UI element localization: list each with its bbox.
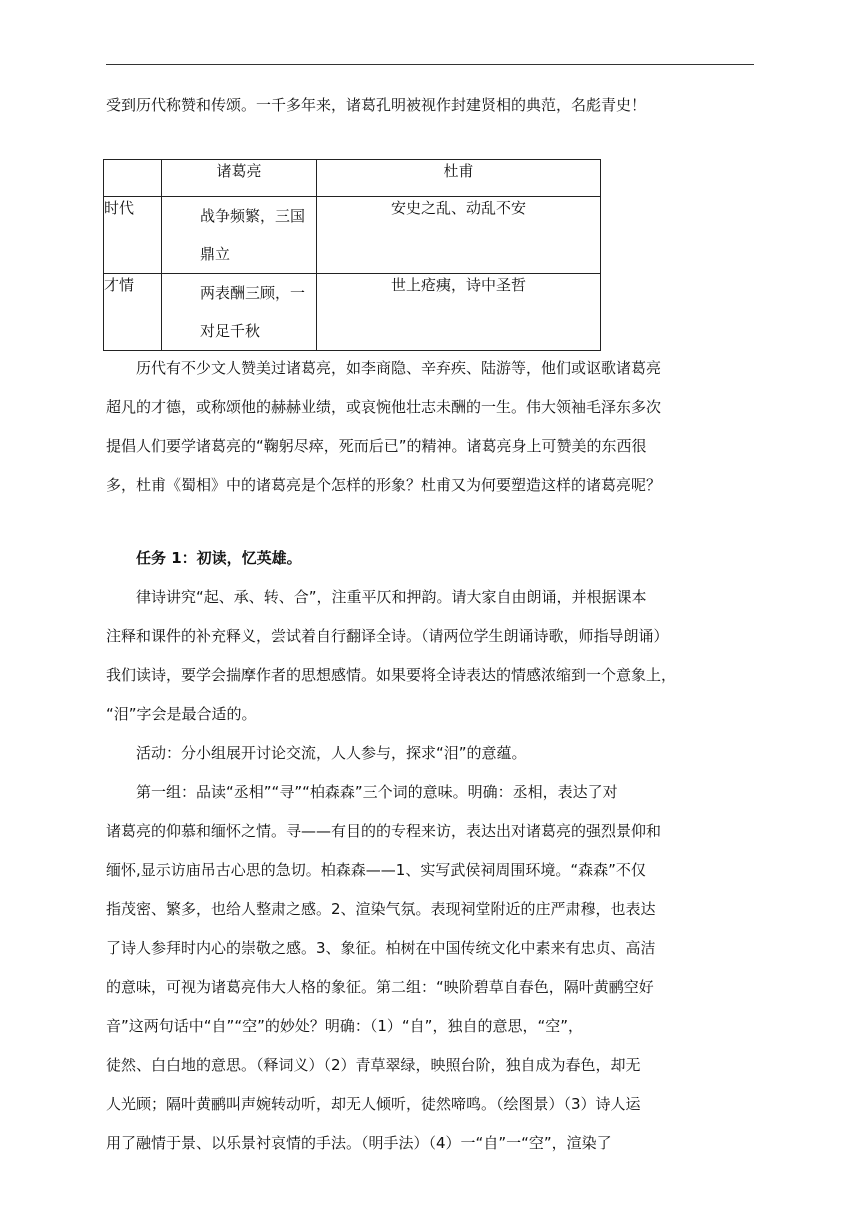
paragraph-line: 了诗人参拜时内心的崇敬之感。3、象征。柏树在中国传统文化中素来有忠贞、高洁 bbox=[106, 939, 656, 957]
paragraph-line: 注释和课件的补充释义，尝试着自行翻译全诗。（请两位学生朗诵诗歌，师指导朗诵） bbox=[106, 627, 669, 645]
paragraph-line: 活动：分小组展开讨论交流，人人参与，探求“泪”的意蕴。 bbox=[106, 744, 527, 762]
cell-zhuge-text: 两表酬三顾，一对足千秋 bbox=[200, 284, 306, 340]
table-row bbox=[104, 274, 601, 351]
paragraph-line: “泪”字会是最合适的。 bbox=[106, 705, 257, 723]
paragraph-line: 律诗讲究“起、承、转、合”，注重平仄和押韵。请大家自由朗诵，并根据课本 bbox=[106, 588, 647, 606]
paragraph-line: 音”这两句话中“自”“空”的妙处？明确：（1）“自”，独自的意思，“空”， bbox=[106, 1017, 583, 1035]
table-header-zhuge: 诸葛亮 bbox=[162, 160, 317, 197]
comparison-table bbox=[103, 159, 601, 351]
cell-dufu: 安史之乱、动乱不安 bbox=[317, 197, 601, 274]
paragraph-line: 用了融情于景、以乐景衬哀情的手法。（明手法）（4）一“自”一“空”，渲染了 bbox=[106, 1134, 612, 1152]
table-header-dufu: 杜甫 bbox=[317, 160, 601, 197]
table-header-row bbox=[104, 160, 601, 197]
paragraph-line: 人光顾；隔叶黄鹂叫声婉转动听，却无人倾听，徒然啼鸣。（绘图景）（3）诗人运 bbox=[106, 1095, 641, 1113]
paragraph-line: 提倡人们要学诸葛亮的“鞠躬尽瘁，死而后已”的精神。诸葛亮身上可赞美的东西很 bbox=[106, 437, 647, 455]
paragraph-line: 缅怀,显示访庙吊古心思的急切。柏森森——1、实写武侯祠周围环境。“森森”不仅 bbox=[106, 861, 646, 879]
table-header-empty bbox=[104, 160, 162, 197]
cell-zhuge-text: 战争频繁，三国鼎立 bbox=[200, 207, 306, 263]
cell-zhuge bbox=[162, 274, 317, 351]
row-label: 才情 bbox=[104, 274, 162, 351]
paragraph-line: 的意味，可视为诸葛亮伟大人格的象征。第二组：“映阶碧草自春色，隔叶黄鹂空好 bbox=[106, 978, 654, 996]
row-label: 时代 bbox=[104, 197, 162, 274]
section-heading: 任务 1：初读，忆英雄。 bbox=[106, 549, 302, 567]
paragraph-line: 诸葛亮的仰慕和缅怀之情。寻——有目的的专程来访，表达出对诸葛亮的强烈景仰和 bbox=[106, 822, 662, 840]
cell-zhuge bbox=[162, 197, 317, 274]
paragraph-line: 第一组：品读“丞相”“寻”“柏森森”三个词的意味。明确：丞相，表达了对 bbox=[106, 783, 618, 801]
paragraph-line: 指茂密、繁多，也给人整肃之感。2、渲染气氛。表现祠堂附近的庄严肃穆，也表达 bbox=[106, 900, 656, 918]
table-row bbox=[104, 197, 601, 274]
paragraph-line: 历代有不少文人赞美过诸葛亮，如李商隐、辛弃疾、陆游等，他们或讴歌诸葛亮 bbox=[106, 359, 662, 377]
paragraph-line: 徒然、白白地的意思。（释词义）（2）青草翠绿，映照台阶，独自成为春色，却无 bbox=[106, 1056, 641, 1074]
header-rule bbox=[106, 64, 754, 65]
paragraph-line: 多，杜甫《蜀相》中的诸葛亮是个怎样的形象？杜甫又为何要塑造这样的诸葛亮呢？ bbox=[106, 476, 662, 494]
paragraph-line: 我们读诗，要学会揣摩作者的思想感情。如果要将全诗表达的情感浓缩到一个意象上， bbox=[106, 666, 677, 684]
top-line: 受到历代称赞和传颂。一千多年来，诸葛孔明被视作封建贤相的典范，名彪青史！ bbox=[106, 96, 647, 114]
paragraph-line: 超凡的才德，或称颂他的赫赫业绩，或哀惋他壮志未酬的一生。伟大领袖毛泽东多次 bbox=[106, 398, 662, 416]
cell-dufu: 世上疮痍，诗中圣哲 bbox=[317, 274, 601, 351]
